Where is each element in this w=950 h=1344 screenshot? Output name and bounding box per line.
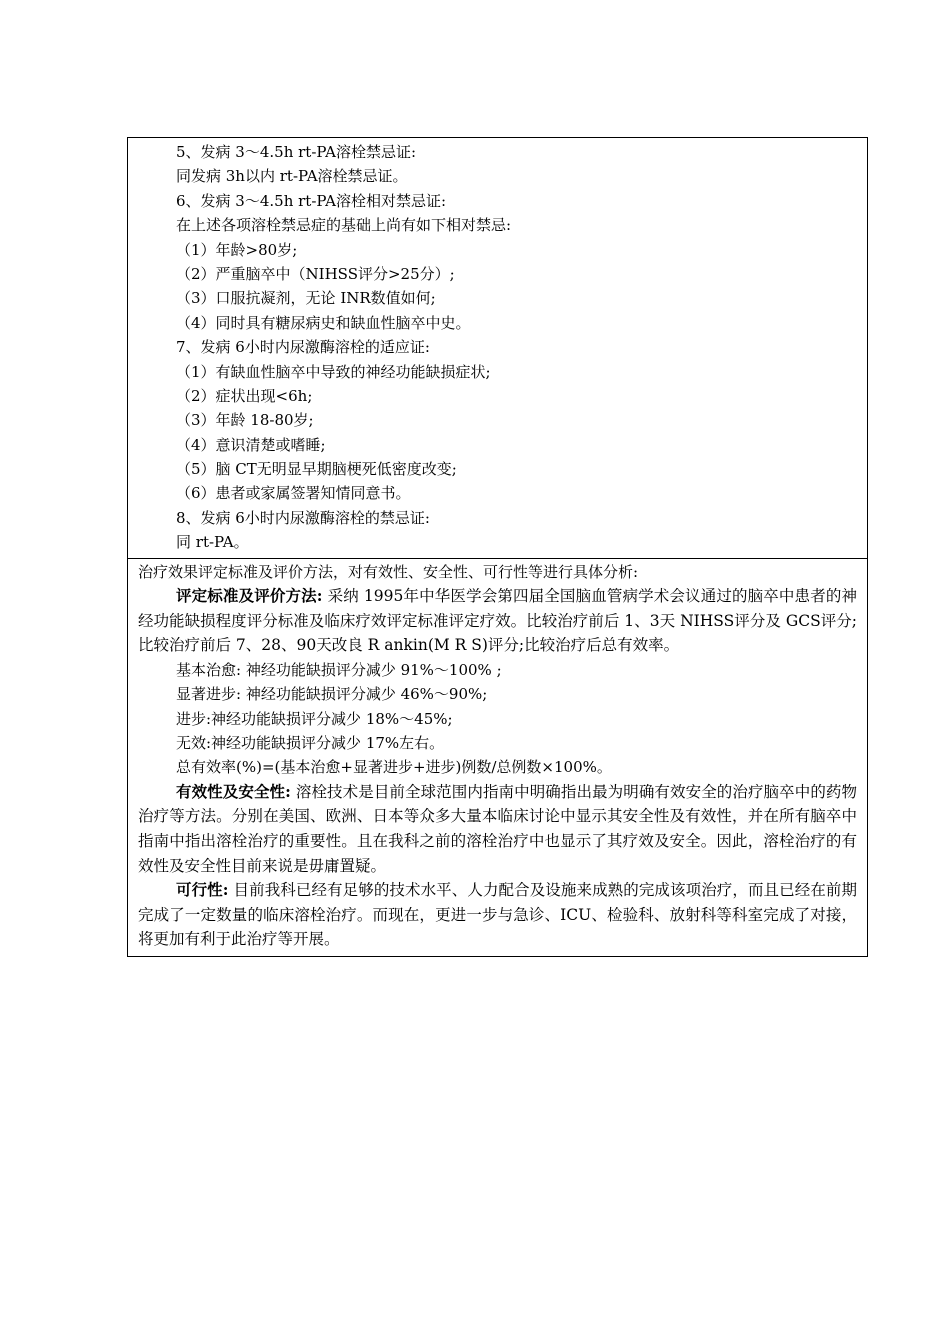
document-table xyxy=(127,137,868,957)
text-line: （4）意识清楚或嗜睡; xyxy=(176,435,326,454)
contraindications-cell xyxy=(128,138,867,559)
criteria-paragraph xyxy=(138,584,857,658)
text-line: 同发病 3h以内 rt-PA溶栓禁忌证。 xyxy=(176,167,408,186)
text-line: 同 rt-PA。 xyxy=(176,533,249,552)
grade-line: 显著进步: 神经功能缺损评分减少 46%～90%; xyxy=(176,685,488,704)
efficacy-text: 溶栓技术是目前全球范围内指南中明确指出最为明确有效安全的治疗脑卒中的药物治疗等方法。分别在美国、欧洲、日本等众多大量本临床讨论中显示其安全性及有效性，并在所有脑卒中指南中指出溶栓治疗的重要性。且在我科之前的溶栓治疗中也显示了其疗效及安全。因此，溶栓治疗的有效性及安全性目前来说是毋庸置疑。 xyxy=(138,782,857,875)
text-line: 8、发病 6小时内尿激酶溶栓的禁忌证: xyxy=(176,508,430,527)
feasibility-paragraph xyxy=(138,878,857,952)
criteria-text: 采纳 1995年中华医学会第四届全国脑血管病学术会议通过的脑卒中患者的神经功能缺损程度评分标准及临床疗效评定标准评定疗效。比较治疗前后 1、3天 NIHSS评分及 GCS评分;比较治疗前后 7、28、90天改良 R ankin(M R S)评分;比较治疗后总有效率。 xyxy=(138,587,857,655)
grade-line: 基本治愈: 神经功能缺损评分减少 91%～100% ; xyxy=(176,660,502,679)
feasibility-text: 目前我科已经有足够的技术水平、人力配合及设施来成熟的完成该项治疗，而且已经在前期完成了一定数量的临床溶栓治疗。而现在，更进一步与急诊、ICU、检验科、放射科等科室完成了对接，将更加有利于此治疗等开展。 xyxy=(138,881,857,949)
text-line: 6、发病 3～4.5h rt-PA溶栓相对禁忌证: xyxy=(176,191,447,210)
section-heading: 治疗效果评定标准及评价方法，对有效性、安全性、可行性等进行具体分析: xyxy=(138,562,639,581)
text-line: （4）同时具有糖尿病史和缺血性脑卒中史。 xyxy=(176,313,471,332)
text-line: 在上述各项溶栓禁忌症的基础上尚有如下相对禁忌: xyxy=(176,216,512,235)
text-line: （6）患者或家属签署知情同意书。 xyxy=(176,484,411,503)
grade-line: 总有效率(%)=(基本治愈+显著进步+进步)例数/总例数×100%。 xyxy=(176,758,612,777)
text-line: 5、发病 3～4.5h rt-PA溶栓禁忌证: xyxy=(176,143,417,161)
text-line: （1）有缺血性脑卒中导致的神经功能缺损症状; xyxy=(176,362,491,381)
efficacy-paragraph xyxy=(138,780,857,878)
text-line: （3）年龄 18-80岁; xyxy=(176,411,314,430)
criteria-label: 评定标准及评价方法: xyxy=(176,586,323,606)
grade-line: 进步:神经功能缺损评分减少 18%～45%; xyxy=(176,709,453,728)
evaluation-cell xyxy=(128,559,867,956)
text-line: 7、发病 6小时内尿激酶溶栓的适应证: xyxy=(176,338,430,357)
feasibility-label: 可行性: xyxy=(176,880,229,900)
text-line: （5）脑 CT无明显早期脑梗死低密度改变; xyxy=(176,460,457,479)
text-line: （3）口服抗凝剂，无论 INR数值如何; xyxy=(176,289,436,308)
grade-line: 无效:神经功能缺损评分减少 17%左右。 xyxy=(176,733,445,752)
text-line: （1）年龄>80岁; xyxy=(176,240,298,259)
text-line: （2）症状出现<6h; xyxy=(176,386,313,405)
text-line: （2）严重脑卒中（NIHSS评分>25分）; xyxy=(176,264,455,283)
efficacy-label: 有效性及安全性: xyxy=(176,781,291,801)
